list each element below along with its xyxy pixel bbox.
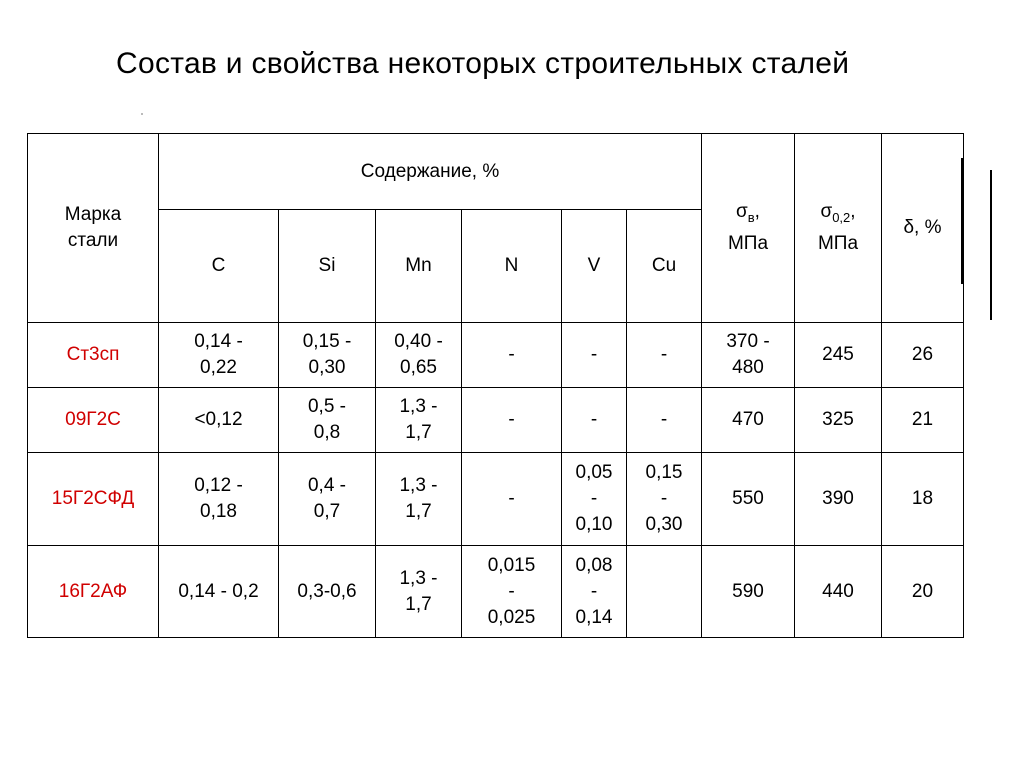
cell-n xyxy=(462,453,562,546)
cell-n xyxy=(462,388,562,453)
cell-line: 0,15 - xyxy=(302,331,352,352)
cell-sigma-02: 390 xyxy=(795,453,882,546)
cell-sigma-02: 440 xyxy=(795,546,882,638)
cell-sigma-02: 325 xyxy=(795,388,882,453)
cell-delta: 18 xyxy=(882,453,964,546)
cell-delta: 20 xyxy=(882,546,964,638)
sigma-02-sub: 0,2 xyxy=(832,209,851,225)
cell-line: 0,40 - xyxy=(394,331,443,352)
header-el-mn: Mn xyxy=(376,210,462,323)
header-grade-line2: стали xyxy=(67,230,119,251)
cell-line: 0,7 xyxy=(313,501,341,522)
steel-grade: 16Г2АФ xyxy=(28,546,159,638)
header-el-c: C xyxy=(159,210,279,323)
cell-line: - xyxy=(660,409,668,430)
cell-line: 590 xyxy=(732,580,764,602)
cell-si xyxy=(279,323,376,388)
cell-line: 1,7 xyxy=(405,593,432,615)
cell-line: 0,8 xyxy=(313,422,341,443)
side-line-inner xyxy=(961,158,963,284)
stray-dot xyxy=(141,113,143,115)
cell-line: 0,14 - xyxy=(194,331,243,352)
sigma-b-sub: в xyxy=(747,209,755,225)
page-title: Состав и свойства некоторых строительных сталей xyxy=(116,47,850,80)
cell-cu xyxy=(627,388,702,453)
side-line-outer xyxy=(990,170,992,320)
cell-line: - xyxy=(508,409,515,430)
cell-v xyxy=(562,388,627,453)
cell-si xyxy=(279,546,376,638)
cell-line: 0,015 xyxy=(487,554,536,576)
cell-line: - xyxy=(590,344,598,365)
cell-c xyxy=(159,388,279,453)
cell-line: 0,65 xyxy=(400,357,437,378)
cell-line: 370 - xyxy=(726,331,770,352)
steel-grade: 15Г2СФД xyxy=(28,453,159,546)
cell-line: 470 xyxy=(732,409,764,430)
cell-line: 1,3 - xyxy=(399,396,438,417)
cell-line: 0,14 xyxy=(575,606,613,628)
cell-cu xyxy=(627,453,702,546)
cell-line: 550 xyxy=(732,488,764,509)
header-grade-line1: Марка xyxy=(64,204,122,225)
header-delta: δ, % xyxy=(882,134,964,323)
steel-grade: Ст3сп xyxy=(28,323,159,388)
cell-c xyxy=(159,546,279,638)
cell-cu xyxy=(627,323,702,388)
header-el-si: Si xyxy=(279,210,376,323)
cell-delta: 26 xyxy=(882,323,964,388)
steel-grade: 09Г2С xyxy=(28,388,159,453)
header-content: Содержание, % xyxy=(159,134,702,210)
cell-line: - xyxy=(660,344,668,365)
cell-line: 0,05 xyxy=(575,462,613,483)
cell-sigma-b xyxy=(702,546,795,638)
cell-line: - xyxy=(508,488,515,509)
header-sigma-b: $\sigma_в$, МПа xyxy=(702,134,795,323)
cell-v xyxy=(562,323,627,388)
sigma-b-symbol: σ xyxy=(736,201,748,223)
cell-mn xyxy=(376,388,462,453)
cell-line: - xyxy=(508,344,515,365)
cell-c xyxy=(159,323,279,388)
cell-line: 1,7 xyxy=(405,501,432,522)
cell-line: 0,30 xyxy=(308,357,346,378)
sigma-02-unit: МПа xyxy=(817,232,859,254)
cell-line: 0,15 xyxy=(645,462,683,483)
cell-sigma-02: 245 xyxy=(795,323,882,388)
cell-line: - xyxy=(660,488,668,509)
sigma-b-unit: МПа xyxy=(727,232,769,254)
cell-line: <0,12 xyxy=(194,409,243,430)
cell-si xyxy=(279,453,376,546)
steel-table xyxy=(27,133,964,638)
cell-line: 0,18 xyxy=(200,501,237,522)
table-row xyxy=(28,323,964,388)
cell-n xyxy=(462,546,562,638)
cell-line: 1,3 - xyxy=(399,567,438,589)
cell-v xyxy=(562,453,627,546)
cell-mn xyxy=(376,546,462,638)
cell-line: - xyxy=(590,409,598,430)
header-el-n: N xyxy=(462,210,562,323)
cell-line: 0,5 - xyxy=(307,396,347,417)
cell-sigma-b xyxy=(702,388,795,453)
cell-mn xyxy=(376,323,462,388)
cell-cu xyxy=(627,546,702,638)
cell-line: 0,4 - xyxy=(307,475,347,496)
cell-line: 0,22 xyxy=(200,357,237,378)
cell-line: 0,3-0,6 xyxy=(297,580,357,602)
cell-line: 1,7 xyxy=(405,422,432,443)
cell-n xyxy=(462,323,562,388)
cell-line: 0,08 xyxy=(575,554,613,576)
table-row xyxy=(28,388,964,453)
table-row xyxy=(28,453,964,546)
cell-line: 0,12 - xyxy=(194,475,243,496)
header-el-v: V xyxy=(562,210,627,323)
cell-mn xyxy=(376,453,462,546)
cell-line: - xyxy=(508,580,515,602)
cell-line: 1,3 - xyxy=(399,475,438,496)
cell-si xyxy=(279,388,376,453)
cell-line: - xyxy=(590,488,598,509)
header-el-cu: Cu xyxy=(627,210,702,323)
cell-sigma-b xyxy=(702,453,795,546)
cell-line: - xyxy=(590,580,598,602)
cell-line: 0,025 xyxy=(487,606,536,628)
cell-line: 480 xyxy=(732,357,764,378)
cell-delta: 21 xyxy=(882,388,964,453)
table-row xyxy=(28,546,964,638)
sigma-02-symbol: σ xyxy=(820,201,833,223)
cell-sigma-b xyxy=(702,323,795,388)
cell-line: 0,14 - 0,2 xyxy=(178,580,259,602)
header-grade xyxy=(28,134,159,323)
cell-c xyxy=(159,453,279,546)
cell-v xyxy=(562,546,627,638)
cell-line: 0,30 xyxy=(645,514,683,535)
cell-line: 0,10 xyxy=(575,514,613,535)
header-sigma-02: $\sigma_{0,2}$, МПа xyxy=(795,134,882,323)
